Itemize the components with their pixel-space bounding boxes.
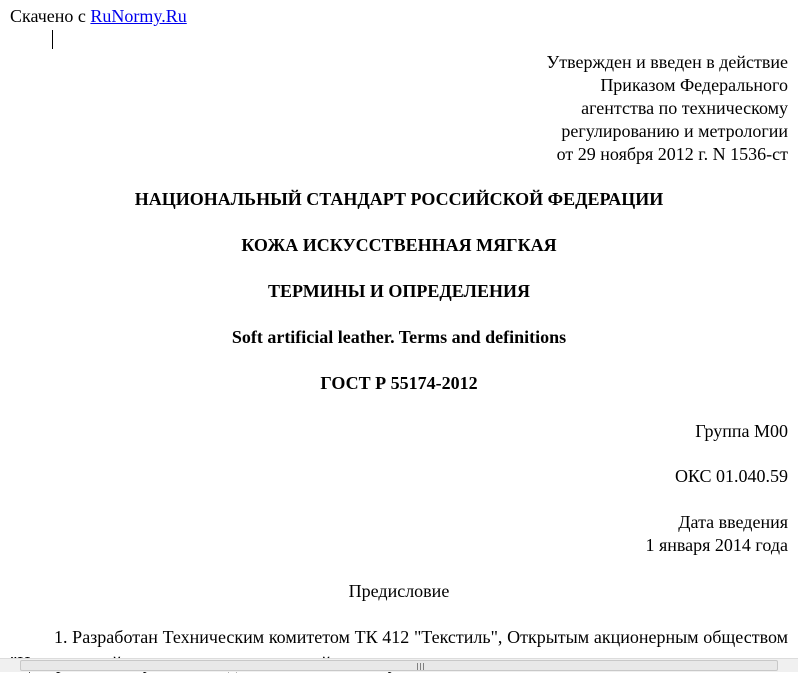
oks-code: ОКС 01.040.59 [674, 466, 788, 486]
foreword-heading: Предисловие [348, 581, 450, 601]
scroll-grip-icon [415, 663, 427, 670]
scroll-right-arrow-icon[interactable] [782, 659, 798, 672]
approval-line-3: агентства по техническому [581, 98, 788, 118]
source-link[interactable]: RuNormy.Ru [90, 6, 187, 26]
national-standard-title: НАЦИОНАЛЬНЫЙ СТАНДАРТ РОССИЙСКОЙ ФЕДЕРАЦИИ [134, 189, 664, 209]
approval-line-4: регулированию и метрологии [561, 121, 788, 141]
intro-date-value: 1 января 2014 года [645, 535, 788, 555]
subject-title: КОЖА ИСКУССТВЕННАЯ МЯГКАЯ [241, 235, 557, 255]
horizontal-scrollbar[interactable] [0, 658, 798, 672]
group-code: Группа М00 [695, 421, 788, 441]
scrollbar-thumb[interactable] [20, 660, 778, 671]
gost-number: ГОСТ Р 55174-2012 [320, 373, 478, 393]
downloaded-from-line [10, 5, 187, 27]
approval-line-5: от 29 ноября 2012 г. N 1536-ст [556, 144, 788, 164]
downloaded-prefix: Скачено с [10, 6, 86, 26]
intro-date-label: Дата введения [678, 512, 788, 532]
text-cursor [52, 30, 53, 49]
approval-line-1: Утвержден и введен в действие [546, 52, 788, 72]
approval-line-2: Приказом Федерального [600, 75, 788, 95]
scroll-left-arrow-icon[interactable] [0, 659, 16, 672]
english-title: Soft artificial leather. Terms and definitions [231, 327, 567, 347]
section-title: ТЕРМИНЫ И ОПРЕДЕЛЕНИЯ [268, 281, 530, 301]
foreword-paragraph-1: 1. Разработан Техническим комитетом ТК 412 "Текстиль", Открытым акционерным обществом [54, 627, 788, 647]
